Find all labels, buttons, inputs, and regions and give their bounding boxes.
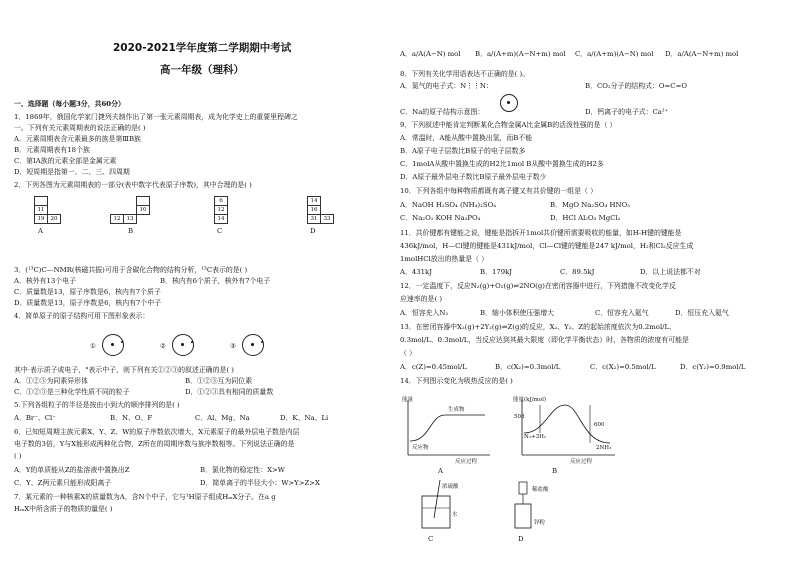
fig-d-label: D	[518, 535, 524, 543]
q3-stem: 3．(¹³C)C—NMR(核磁共振)可用于含碳化合物的结构分析，¹³C表示的是( )	[14, 266, 248, 274]
q4-option-d: D．①②③具有相同的质量数	[185, 388, 274, 396]
q2-grid-a: 11 19 20	[22, 196, 61, 224]
q9-option-a: A．常温时，A能从酸中置换出氢，而B不能	[400, 134, 533, 142]
q12-stem-line2: 应速率的是( )	[400, 295, 443, 303]
fig-a-label: A	[438, 467, 443, 475]
fig-a-ylabel: 能量	[402, 397, 414, 403]
q5-option-d: D．K、Na、Li	[280, 414, 329, 422]
q6-option-c: C．Y、Z两元素只能形成阳离子	[14, 479, 112, 487]
q8-option-d: D．钙离子的电子式：Ca²⁺	[585, 108, 669, 116]
fig-b-label: B	[552, 467, 558, 475]
q3-option-a: A．核外有13个电子	[14, 277, 76, 285]
q1-stem-line1: 1．1869年，俄国化学家门捷列夫制作出了第一张元素周期表，成为化学史上的重要里程碑之	[14, 113, 298, 121]
q5-option-b: B．N、O、F	[110, 414, 153, 422]
q3-option-b: B．核内有6个质子，核外有7个电子	[160, 277, 271, 285]
atom-figure-3	[242, 334, 264, 356]
q10-option-d: D．HCl Al₂O₃ MgCl₂	[550, 214, 621, 222]
q9-option-c: C．1molA从酸中置换生成的H2比1mol B从酸中置换生成的H2多	[400, 160, 604, 168]
q6-option-a: A．Y的单质能从Z的盐溶液中置换出Z	[14, 466, 130, 474]
q2-label-d: D	[310, 227, 316, 235]
q2-grid-b: 10 12 13	[110, 196, 150, 224]
q10-stem: 10．下列各组中每种物质都既有离子键又有共价键的一组是（ ）	[400, 187, 598, 195]
q13-option-a: A．c(Z)=0.45mol/L	[400, 363, 467, 371]
q4-after: 其中·表示质子或电子，°表示中子，则下列有关①②③的叙述正确的是( )	[14, 366, 234, 374]
q4-option-c: C．①②③是三种化学性质不同的粒子	[14, 388, 130, 396]
fig-c-label: C	[428, 535, 434, 543]
atom-figure-2	[172, 334, 194, 356]
q12-option-a: A．恒容充入N₂	[400, 309, 449, 317]
fig-b-ylabel: 能量(kJ/mol)	[513, 397, 546, 403]
q13-stem-line3: （ ）	[400, 349, 416, 357]
atom-figure-1	[102, 334, 124, 356]
q4-mark-1: ①	[90, 342, 96, 350]
q1-option-a: A．元素周期表含元素最多的族是第ⅢB族	[14, 135, 141, 143]
fig-b-reactants: N₂+3H₂	[524, 434, 547, 440]
q4-stem: 4．简单原子的原子结构可用下图形象表示：	[14, 312, 150, 320]
q8-option-c: C．Na的原子结构示意图：	[400, 108, 485, 116]
q7-option-c: C．a/(A+m)(A−N) mol	[575, 50, 654, 58]
q1-option-d: D．短周期是指第一、二、三、四周期	[14, 168, 130, 176]
q9-option-b: B．A原子电子层数比B原子的电子层数多	[400, 147, 526, 155]
q9-option-d: D．A原子最外层电子数比B原子最外层电子数少	[400, 173, 547, 181]
q4-mark-3: ③	[230, 342, 236, 350]
fig-c-acid: 浓硫酸	[442, 484, 459, 490]
q14-figure-b	[510, 395, 620, 465]
q11-stem-line3: 1molHCl放出的热量是（ ）	[400, 255, 489, 263]
fig-d-metal: 锌粉	[534, 520, 546, 526]
q6-stem-line3: ( )	[14, 452, 22, 460]
q5-option-c: C．Al、Mg、Na	[195, 414, 250, 422]
q7-stem-line2: HₘX中所含质子的物质的量是( )	[14, 505, 113, 513]
q13-stem-line2: 0.3mol/L、0.3mol/L，当反应达到其最大限度（即化学平衡状态）时，各物质的浓度有可能是	[400, 336, 689, 344]
q1-stem-line2: 一。下列有关元素周期表的说法正确的是( )	[14, 124, 146, 132]
q1-option-b: B．元素周期表有18个族	[14, 146, 90, 154]
exam-title: 2020-2021学年度第二学期期中考试	[113, 42, 292, 54]
fig-c-water: 水	[452, 512, 458, 518]
q14-stem: 14．下列图示变化为吸热反应的是( )	[400, 377, 513, 385]
q6-option-b: B．氯化物的稳定性：X>W	[200, 466, 285, 474]
exam-subtitle: 高一年级（理科）	[160, 64, 244, 76]
na-structure-icon	[500, 94, 518, 112]
q11-option-a: A．431kJ	[400, 268, 432, 276]
q4-option-a: A．①②③为同素异形体	[14, 377, 88, 385]
q2-grid-c: 6 12 14	[202, 196, 240, 224]
q3-option-d: D．质量数是13，原子序数是6，核内有7个中子	[14, 299, 162, 307]
q12-option-d: D．恒压充入氦气	[675, 309, 729, 317]
fig-a-bottom: 反应物	[412, 445, 429, 451]
q11-option-d: D．以上说法都不对	[640, 268, 701, 276]
q11-option-b: B．179kJ	[480, 268, 513, 276]
q10-option-b: B．MgO Na₂SO₄ HNO₃	[550, 201, 630, 209]
q11-stem-line2: 436kJ/mol，H—Cl键的键能是431kJ/mol，Cl—Cl键的键能是247 kJ/mol，H₂和Cl₂反应生成	[400, 242, 694, 250]
q13-option-b: B．c(X₂)=0.3mol/L	[495, 363, 561, 371]
q2-label-b: B	[128, 227, 134, 235]
q13-stem-line1: 13．在密闭容器中X₂(g)+2Y₂(g)⇌Z(g)的反应，X₂、Y₂、Z的起始浓度依次为0.2mol/L、	[400, 323, 676, 331]
q9-stem: 9．下列叙述中能肯定判断某化合物金属A比金属B的活泼性强的是（ ）	[400, 121, 617, 129]
q7-stem-line1: 7．某元素的一种核素X的质量数为A，含N个中子，它与¹H原子组成HₘX分子。在a g	[14, 493, 276, 501]
q6-stem-line1: 6．已知短周期主族元素X、Y、Z、W的原子序数依次增大，X元素原子的最外层电子数是内层	[14, 428, 300, 436]
q11-stem-line1: 11．共价键都有键能之说，键能是指拆开1mol共价键所需要吸收的能量，如H-H键的键能是	[400, 229, 682, 237]
q2-label-c: C	[217, 227, 223, 235]
fig-b-product: 2NH₃	[596, 445, 612, 451]
fig-a-top: 生成物	[448, 407, 465, 413]
q11-option-c: C．89.5kJ	[560, 268, 595, 276]
fig-b-xlabel: 反应过程	[570, 459, 593, 465]
q7-option-a: A．a/A(A−N) mol	[400, 50, 461, 58]
q13-option-d: D．c(Y₂)=0.9mol/L	[680, 363, 746, 371]
q2-stem: 2．下列各图为元素周期表的一部分(表中数字代表原子序数)，其中合理的是( )	[14, 181, 252, 189]
q6-option-d: D．简单离子的半径大小：W>Y>Z>X	[200, 479, 320, 487]
fig-b-value-1: 508	[514, 414, 525, 420]
q10-option-c: C．Na₂O₂ KOH Na₃PO₄	[400, 214, 481, 222]
q12-option-c: C．恒容充入氦气	[595, 309, 649, 317]
q2-grid-d: 14 16 31 33	[295, 196, 334, 224]
section-heading: 一、选择题（每小题3分，共60分）	[14, 100, 125, 108]
q5-option-a: A．Br⁻、Cl⁻	[14, 414, 56, 422]
q10-option-a: A．NaOH H₂SO₄ (NH₄)₂SO₄	[400, 201, 497, 209]
q7-option-b: B．a/(A+m)(A−N+m) mol	[475, 50, 566, 58]
q1-option-c: C．第ⅠA族的元素全部是金属元素	[14, 157, 117, 165]
q3-option-c: C．质量数是13，原子序数是6，核内有7个质子	[14, 288, 161, 296]
q8-option-b: B．CO₂分子的结构式：O=C=O	[585, 82, 687, 90]
q7-option-d: D．a/A(A−N+m) mol	[665, 50, 739, 58]
q12-option-b: B．缩小体积使压强增大	[480, 309, 554, 317]
q12-stem-line1: 12．一定温度下，反应N₂(g)+O₂(g)⇌2NO(g)在密闭容器中进行，下列措施不改变化学反	[400, 282, 676, 290]
q8-option-a: A．氮气的电子式：N⋮⋮N：	[400, 82, 493, 90]
q5-stem: 5.下列各组粒子的半径是按由小到大的顺序排列的是( )	[14, 401, 180, 409]
q4-option-b: B．①②③互为同位素	[185, 377, 253, 385]
fig-b-value-2: 600	[594, 422, 605, 428]
fig-a-xlabel: 反应过程	[455, 459, 478, 465]
q2-label-a: A	[38, 227, 43, 235]
q6-stem-line2: 电子数的3倍，Y与X能形成两种化合物，Z所在的周期序数与族序数相等。下列说法正确的是	[14, 440, 295, 448]
fig-d-acid: 稀盐酸	[532, 487, 549, 493]
q4-mark-2: ②	[160, 342, 166, 350]
q8-stem: 8．下列有关化学用语表达不正确的是( )。	[400, 70, 530, 78]
q13-option-c: C．c(X₂)=0.5mol/L	[590, 363, 656, 371]
